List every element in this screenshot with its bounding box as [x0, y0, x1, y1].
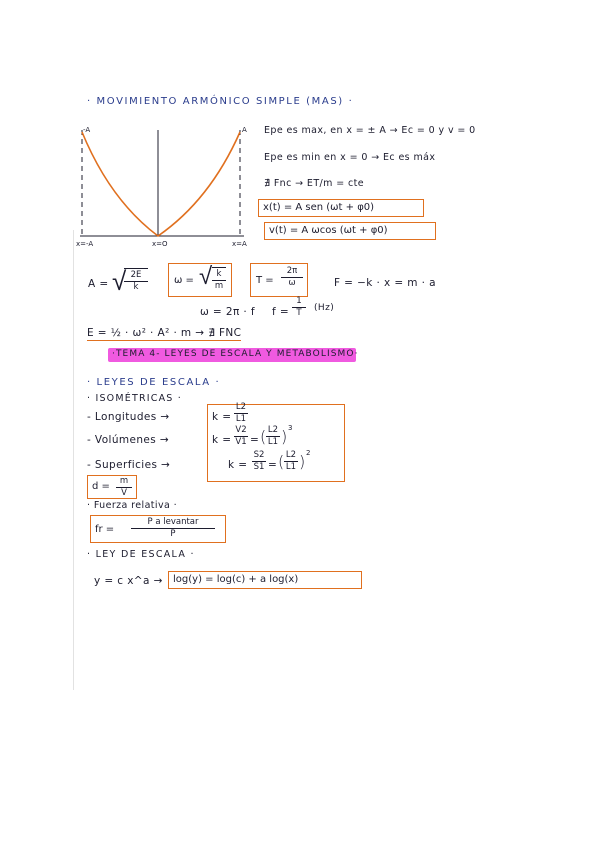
position-eq: x(t) = A sen (ωt + φ0) — [263, 202, 375, 213]
sup-den: S1 — [253, 461, 265, 472]
energy-curve — [82, 132, 240, 236]
density-box — [87, 475, 137, 499]
vol-num: V2 — [235, 425, 247, 435]
sup-eq-lhs: k = — [228, 459, 248, 471]
density-lhs: d = — [92, 481, 110, 492]
ley-title: · LEY DE ESCALA · — [87, 549, 195, 560]
amp-num: 2E — [130, 270, 142, 280]
note-epe-max: Epe es max, en x = ± A → Ec = 0 y v = 0 — [264, 125, 476, 136]
fuerza-lhs: fr = — [95, 524, 115, 535]
sup-exp: 2 — [306, 449, 311, 457]
vol-eq-lhs: k = — [212, 434, 232, 446]
ley-box — [168, 571, 362, 589]
tema-title: ·TEMA 4- LEYES DE ESCALA Y METABOLISMO· — [112, 349, 359, 359]
freq-eq-lhs: f = — [272, 306, 290, 318]
graph-x-right-label: x=A — [232, 240, 247, 248]
amp-frac — [124, 268, 148, 292]
period-den: ω — [288, 277, 296, 288]
long-num: L2 — [235, 402, 247, 412]
vol-den: V1 — [235, 436, 247, 447]
energy-eq: E = ½ · ω² · A² · m → ∄ FNC — [87, 327, 242, 339]
note-epe-min: Epe es min en x = 0 → Ec es máx — [264, 152, 436, 163]
freq-unit: (Hz) — [314, 303, 335, 313]
graph-x-left-label: x=-A — [76, 240, 94, 248]
fuerza-box — [90, 515, 226, 543]
volumenes-label: - Volúmenes → — [87, 434, 170, 446]
vol-pnum: L2 — [267, 425, 279, 435]
long-eq-lhs: k = — [212, 411, 232, 423]
vol-exp: 3 — [288, 424, 293, 432]
amp-den: k — [133, 281, 139, 292]
superficies-label: - Superficies → — [87, 459, 171, 471]
position-eq-box — [258, 199, 424, 217]
mas-title: · MOVIMIENTO ARMÓNICO SIMPLE (MAS) · — [87, 96, 354, 107]
sup-paren-close: ) — [299, 452, 306, 471]
density-den: V — [121, 487, 127, 498]
period-frac — [281, 267, 303, 288]
isometricas-label: · ISOMÉTRICAS · — [87, 393, 182, 404]
long-frac — [234, 403, 248, 424]
sup-pden: L1 — [285, 461, 297, 472]
density-frac — [116, 477, 132, 498]
density-num: m — [119, 476, 129, 486]
vol-paren-close: ) — [281, 427, 288, 446]
omega-num: k — [216, 269, 222, 279]
omega-frac — [212, 267, 226, 291]
vol-frac — [234, 426, 248, 447]
sup-frac — [252, 451, 266, 472]
omega-den: m — [214, 280, 224, 291]
vol-pden: L1 — [267, 436, 279, 447]
leyes-title: · LEYES DE ESCALA · — [87, 377, 221, 388]
vol-paren-open: ( — [260, 427, 267, 446]
fuerza-num: P a levantar — [147, 517, 199, 527]
sup-paren-open: ( — [278, 452, 285, 471]
long-den: L1 — [235, 413, 247, 424]
longitudes-label: - Longitudes → — [87, 411, 170, 423]
sup-eq-mid: = — [268, 459, 278, 471]
period-num: 2π — [286, 266, 298, 276]
sup-pnum: L2 — [285, 450, 297, 460]
omega-freq-eq: ω = 2π · f — [200, 306, 255, 318]
velocity-eq: v(t) = A ωcos (ωt + φ0) — [269, 225, 388, 236]
amp-sqrt: √ — [112, 267, 127, 297]
graph-right-top-label: A — [242, 126, 247, 134]
fuerza-title: · Fuerza relativa · — [87, 500, 178, 511]
fuerza-den: P — [170, 528, 176, 539]
period-eq-box — [250, 263, 308, 297]
ley-box-eq: log(y) = log(c) + a log(x) — [173, 574, 299, 585]
freq-frac — [292, 297, 306, 318]
note-fnc: ∄ Fnc → ET/m = cte — [264, 178, 364, 189]
graph-x-mid-label: x=O — [152, 240, 168, 248]
vol-eq-mid: = — [250, 434, 260, 446]
freq-den: T — [296, 307, 302, 318]
ley-eq: y = c x^a → — [94, 575, 163, 587]
vol-pfrac — [266, 426, 280, 447]
omega-eq-lhs: ω = — [174, 275, 194, 286]
omega-eq-box — [168, 263, 232, 297]
fuerza-frac — [131, 518, 215, 539]
period-eq-lhs: T = — [256, 275, 274, 286]
graph-left-top-label: -A — [83, 126, 91, 134]
omega-sqrt: √ — [199, 262, 213, 290]
sup-num: S2 — [253, 450, 265, 460]
velocity-eq-box — [264, 222, 436, 240]
freq-num: 1 — [296, 296, 302, 306]
sup-pfrac — [284, 451, 298, 472]
force-eq: F = −k · x = m · a — [334, 277, 436, 289]
amp-eq-lhs: A = — [88, 278, 109, 290]
